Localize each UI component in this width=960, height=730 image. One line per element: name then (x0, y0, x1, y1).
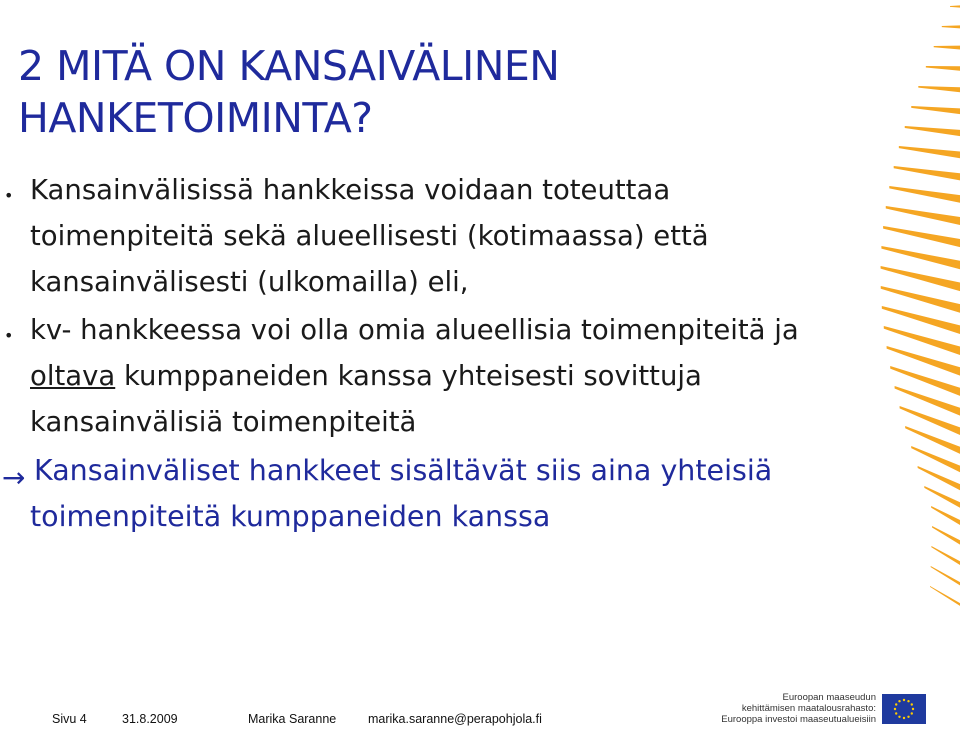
arrow-icon: → (2, 461, 26, 494)
decor-stripe (881, 246, 960, 271)
eu-rural-fund-logo (706, 692, 956, 730)
decor-stripe (932, 526, 960, 548)
eu-star (911, 712, 913, 714)
decor-stripe (889, 186, 960, 204)
decor-stripe (894, 166, 960, 181)
eu-star (912, 708, 914, 710)
eu-star (895, 712, 897, 714)
eu-star (898, 716, 900, 718)
eu-logo-line-2: kehittämisen maatalousrahasto: (741, 703, 876, 714)
bullet-1-line-1: Kansainvälisissä hankkeissa voidaan toteuttaa (30, 174, 671, 206)
decor-stripe (886, 206, 960, 226)
conclusion-line-1: Kansainväliset hankkeet sisältävät siis aina yhteisiä (34, 454, 773, 487)
eu-logo-text (706, 692, 876, 725)
footer-author: Marika Saranne (248, 712, 337, 726)
eu-star (911, 703, 913, 705)
eu-star (903, 717, 905, 719)
slide-footer (0, 712, 700, 730)
decor-stripe (926, 66, 960, 71)
eu-flag-icon (882, 694, 926, 724)
decor-stripe (883, 226, 960, 248)
underlined-word: oltava (30, 360, 116, 392)
footer-page-number: Sivu 4 (52, 712, 87, 726)
decor-stripe (884, 326, 960, 357)
decor-stripe (881, 266, 960, 292)
eu-star (894, 708, 896, 710)
decor-stripe (924, 486, 960, 511)
decor-stripe (950, 5, 960, 8)
eu-logo-line-1: Euroopan maaseudun (782, 692, 876, 703)
title-line-1: 2 MITÄ ON KANSAIVÄLINEN (18, 42, 560, 90)
eu-star (903, 699, 905, 701)
decor-stripe (918, 86, 960, 93)
decor-stripe (905, 126, 960, 137)
bullet-2-line-1: kv- hankkeessa voi olla omia alueellisia toimenpiteitä ja (30, 314, 799, 346)
bullet-1-marker: • (4, 186, 14, 205)
eu-star (907, 716, 909, 718)
decor-stripe (911, 106, 960, 115)
decor-stripe (934, 46, 960, 50)
footer-date: 31.8.2009 (122, 712, 178, 726)
slide-title (18, 40, 718, 144)
decor-stripe (931, 566, 960, 589)
decor-stripe (931, 546, 960, 568)
footer-email: marika.saranne@perapohjola.fi (368, 712, 542, 726)
orange-stripes-decoration (800, 0, 960, 610)
decor-stripe (899, 146, 960, 159)
eu-logo-line-3: Eurooppa investoi maaseutualueisiin (721, 714, 876, 725)
decor-stripe (918, 466, 960, 493)
bullet-2-marker: • (4, 326, 14, 345)
decor-stripe (930, 586, 960, 609)
eu-star (895, 703, 897, 705)
bullet-1-line-3: kansainvälisesti (ulkomailla) eli, (30, 266, 469, 298)
eu-star (907, 700, 909, 702)
bullet-1-line-2: toimenpiteitä sekä alueellisesti (kotimaassa) että (30, 220, 709, 252)
decor-stripe (931, 506, 960, 528)
decor-stripe (942, 25, 960, 29)
eu-star (898, 700, 900, 702)
bullet-2-line-2 (30, 360, 702, 392)
bullet-2-line-2-rest: kumppaneiden kanssa yhteisesti sovittuja (115, 360, 702, 392)
title-line-2: HANKETOIMINTA? (18, 94, 373, 142)
bullet-2-line-3: kansainvälisiä toimenpiteitä (30, 406, 417, 438)
conclusion-line-2: toimenpiteitä kumppaneiden kanssa (30, 500, 551, 533)
